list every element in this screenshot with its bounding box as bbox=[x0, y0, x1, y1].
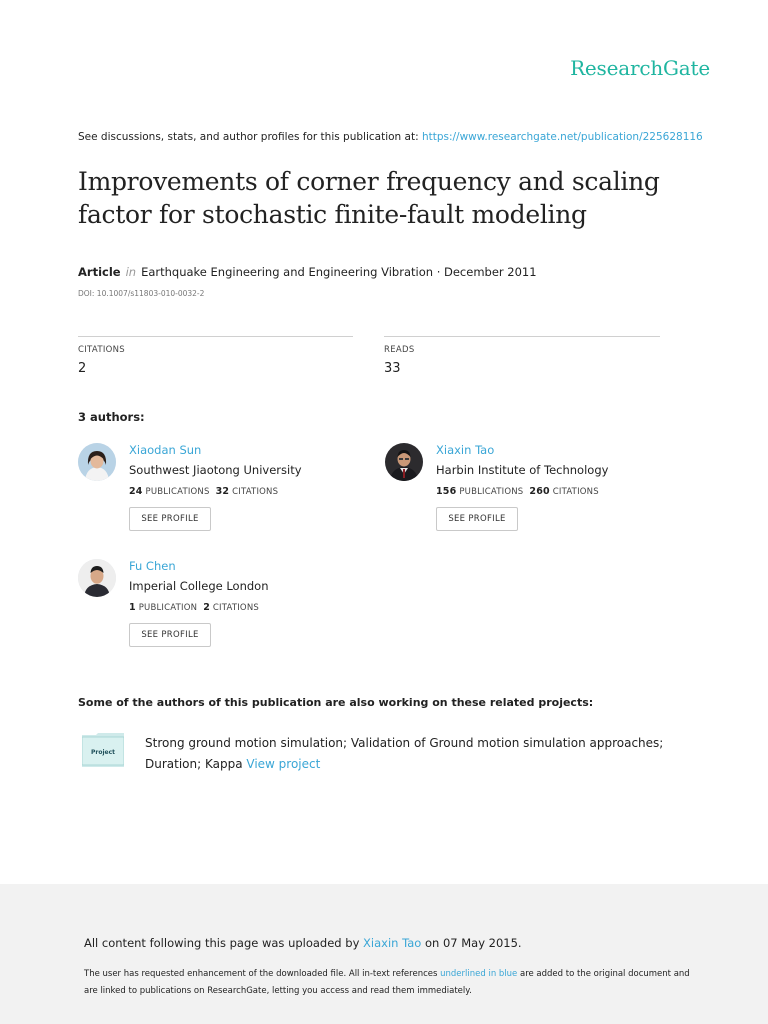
project-item bbox=[145, 733, 685, 775]
citations-label: CITATIONS bbox=[232, 487, 279, 497]
author-institution: Harbin Institute of Technology bbox=[436, 463, 609, 477]
see-profile-button[interactable]: SEE PROFILE bbox=[129, 507, 211, 531]
in-word: in bbox=[125, 265, 137, 279]
enhancement-note bbox=[84, 966, 704, 1000]
author-name-link[interactable]: Xiaxin Tao bbox=[436, 443, 495, 457]
citations-label: CITATIONS bbox=[78, 345, 125, 355]
author-institution: Southwest Jiaotong University bbox=[129, 463, 302, 477]
publications-count: 1 bbox=[129, 602, 136, 613]
publication-title: Improvements of corner frequency and scaling factor for stochastic finite-fault modeling bbox=[78, 167, 660, 229]
doi: DOI: 10.1007/s11803-010-0032-2 bbox=[78, 289, 205, 298]
author-institution: Imperial College London bbox=[129, 579, 269, 593]
upload-suffix: on 07 May 2015. bbox=[421, 936, 522, 950]
author-stats bbox=[436, 486, 599, 497]
profiles-notice bbox=[78, 131, 703, 143]
researchgate-logo[interactable]: ResearchGate bbox=[570, 56, 710, 80]
divider-citations bbox=[78, 336, 353, 337]
citations-label: CITATIONS bbox=[212, 603, 259, 613]
citations-count: 2 bbox=[203, 602, 210, 613]
person-photo-icon[interactable] bbox=[78, 443, 116, 481]
note-suffix: are added to the original document and are linked to publications on ResearchGate, letting you access and read them immediately. bbox=[84, 969, 690, 996]
footer bbox=[0, 884, 768, 1024]
citations-count: 260 bbox=[529, 486, 550, 497]
publication-meta bbox=[78, 265, 537, 279]
author-name-link[interactable]: Fu Chen bbox=[129, 559, 176, 573]
author-stats bbox=[129, 602, 259, 613]
divider-reads bbox=[384, 336, 660, 337]
reads-value: 33 bbox=[384, 361, 401, 376]
note-prefix: The user has requested enhancement of the downloaded file. All in-text references bbox=[84, 969, 441, 979]
citations-label: CITATIONS bbox=[552, 487, 599, 497]
publication-url-link[interactable]: https://www.researchgate.net/publication/225628116 bbox=[421, 131, 703, 143]
publications-count: 156 bbox=[436, 486, 457, 497]
project-folder-icon[interactable] bbox=[82, 733, 124, 767]
publication-type: Article bbox=[78, 265, 121, 279]
note-link: underlined in blue bbox=[440, 969, 518, 979]
uploader-link[interactable]: Xiaxin Tao bbox=[363, 936, 422, 950]
project-icon-label: Project bbox=[90, 749, 116, 756]
person-photo-icon[interactable] bbox=[78, 559, 116, 597]
publications-label: PUBLICATION bbox=[138, 603, 198, 613]
see-profile-button[interactable]: SEE PROFILE bbox=[436, 507, 518, 531]
person-photo-icon[interactable] bbox=[385, 443, 423, 481]
see-profile-button[interactable]: SEE PROFILE bbox=[129, 623, 211, 647]
projects-heading: Some of the authors of this publication are also working on these related projects: bbox=[78, 696, 594, 709]
upload-prefix: All content following this page was uploaded by bbox=[84, 936, 364, 950]
profiles-notice-text: See discussions, stats, and author profiles for this publication at: bbox=[78, 131, 422, 143]
project-description: Strong ground motion simulation; Validation of Ground motion simulation approaches; Duration; Kappa bbox=[145, 736, 664, 771]
upload-notice bbox=[84, 936, 522, 950]
journal-date: Earthquake Engineering and Engineering Vibration · December 2011 bbox=[141, 265, 537, 279]
authors-heading: 3 authors: bbox=[78, 410, 145, 424]
author-name-link[interactable]: Xiaodan Sun bbox=[129, 443, 202, 457]
reads-label: READS bbox=[384, 345, 415, 355]
author-stats bbox=[129, 486, 278, 497]
citations-count: 32 bbox=[215, 486, 230, 497]
publications-label: PUBLICATIONS bbox=[145, 487, 210, 497]
citations-value: 2 bbox=[78, 361, 87, 376]
publications-label: PUBLICATIONS bbox=[459, 487, 524, 497]
publications-count: 24 bbox=[129, 486, 143, 497]
view-project-link[interactable]: View project bbox=[246, 757, 321, 771]
